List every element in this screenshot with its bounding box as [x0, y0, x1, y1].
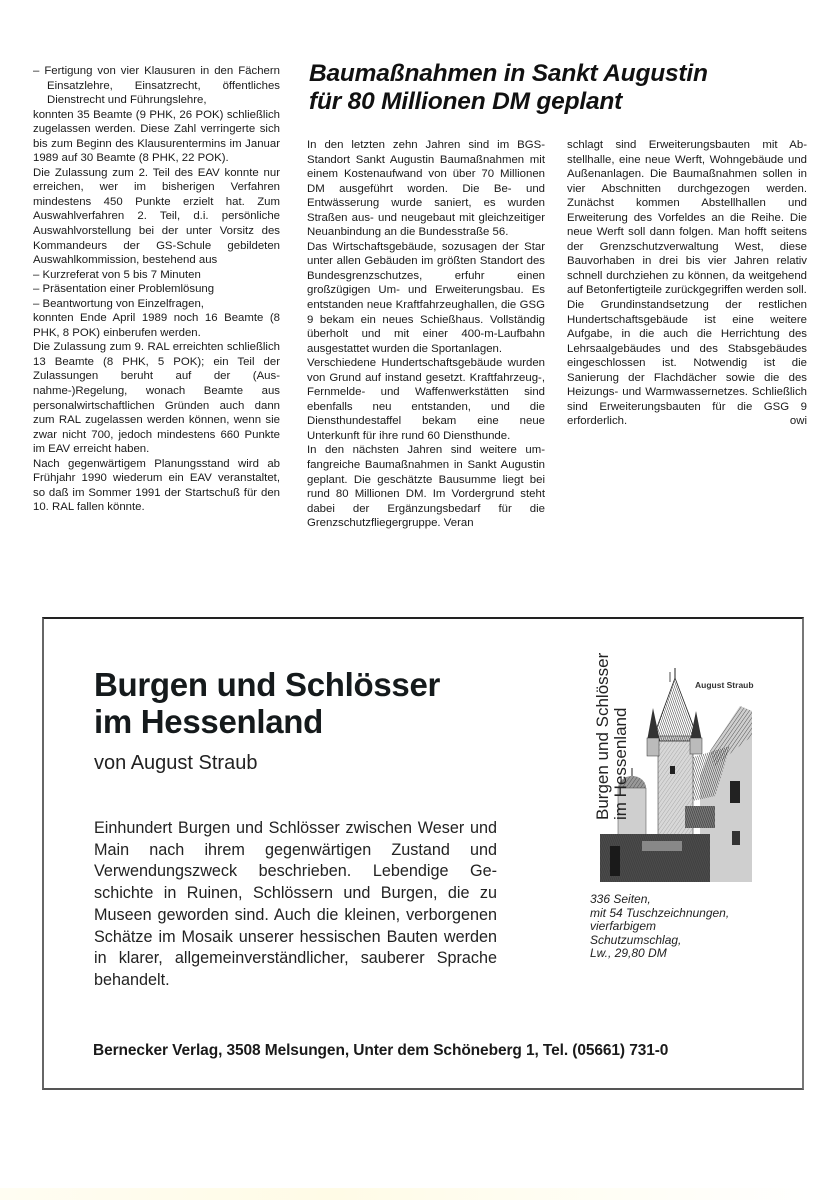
paragraph: Das Wirtschaftsgebäude, sozusagen der Star unter allen Gebäuden im größten Standort des Bundesgrenzschutzes, erfuhr einen großzügigen Um- und Erweiterungsbau. Es entstanden neue Kraftfahrzeughallen, die GSG 9 bekam ein neues Schießhaus. Vollständig überholt und mit einer 400-m-Laufbahn ausgestattet wurden die Sportanlagen. [307, 240, 545, 355]
list-item: – Beantwortung von Einzelfragen, [33, 297, 204, 310]
paragraph: konnten Ende April 1989 noch 16 Beamte (8 PHK, 8 POK) einberufen werden. [33, 312, 280, 339]
paragraph [567, 298, 807, 429]
cover-vertical-title [594, 653, 630, 820]
headline-line-2: für 80 Millionen DM geplant [309, 88, 623, 115]
book-jacket: Schutzumschlag, [590, 932, 682, 947]
cover-title-line-1: Burgen und Schlösser [593, 652, 612, 820]
book-details [590, 893, 729, 961]
book-illustrations: mit 54 Tuschzeichnungen, [590, 905, 730, 920]
book-price: Lw., 29,80 DM [590, 946, 667, 961]
headline-line-1: Baumaßnahmen in Sankt Augustin [309, 60, 708, 87]
page-edge-strip [0, 1188, 837, 1200]
author-signature: owi [789, 415, 807, 428]
book-pages: 336 Seiten, [590, 892, 651, 906]
ad-title-line-1: Burgen und Schlösser [94, 666, 441, 703]
list-item: – Kurzreferat von 5 bis 7 Minuten [33, 268, 201, 281]
cover-title-line-2: im Hessenland [611, 707, 630, 820]
article-column-2 [307, 138, 545, 531]
list-item: – Präsentation einer Problemlösung [33, 283, 215, 296]
paragraph: In den nächsten Jahren sind weitere umfangreiche Baumaßnahmen in Sankt Augustin geplant. Die geschätzte Bausumme liegt bei rund 80 Millionen DM. Im Vordergrund steht dabei der Ergänzungsbedarf für die Grenzschutzfliegergruppe. Veran [307, 444, 545, 530]
ad-book-title [94, 666, 440, 740]
paragraph: Nach gegenwärtigem Planungsstand wird ab Frühjahr 1990 wiederum ein EAV veranstaltet, so daß im Sommer 1991 der Startschuß für den 10. RAL fallen könnte. [33, 457, 280, 514]
ad-book-author: von August Straub [94, 752, 258, 774]
article-column-1 [33, 64, 280, 515]
paragraph: schlagt sind Erweiterungsbauten mit Abstellhalle, eine neue Werft, Wohngebäude und Außenanlagen. Die Baumaßnahmen sollen in vier Abschnitten durchgezogen werden. Zunächst kommen Abstellhallen und Erweiterung des Vorfeldes an die Reihe. Die neue Werft soll dann folgen. Man hofft seitens der Grenzschutzverwaltung West, diese Bauvorhaben in drei bis vier Jahren relativ schnell durchziehen zu können, da weitgehend auf Betonfertigteile zurückgegriffen werden soll. [567, 139, 807, 297]
ad-book-description: Einhundert Burgen und Schlösser zwischen Weser und Main nach ihrem gegenwärtigen Zustand und Verwendungszweck beschrieben. Lebendige Geschichte in Ruinen, Schlössern und Burgen, die zu Museen geworden sind. Auch die kleinen, verborgenen Schätze im Mosaik unserer hessischen Bauten werden in klarer, allgemeinverständlicher, sauberer Sprache behandelt. [94, 819, 497, 989]
cover-author-label: August Straub [695, 680, 754, 690]
paragraph: konnten 35 Beamte (9 PHK, 26 POK) schließlich zugelassen werden. Diese Zahl verringerte sich bis zum Beginn des Klausurentermins im Januar 1989 auf 30 Beamte (8 PHK, 22 POK). [33, 108, 280, 165]
paragraph: In den letzten zehn Jahren sind im BGS-Standort Sankt Augustin Baumaßnahmen mit einem Kostenaufwand von über 70 Millionen DM ausgeführt worden. Die Be- und Entwässerung wurde saniert, es wurden Straßen aus- und neugebaut mit gleichzeitiger Neuanbindung an die Bundesstraße 56. [307, 139, 545, 239]
ad-title-line-2: im Hessenland [94, 703, 324, 740]
paragraph: Die Zulassung zum 9. RAL erreichten schließlich 13 Beamte (8 PHK, 5 POK); ein Teil der Zulassungen beruht auf der (Ausnahme-)Regelung, wonach Beamte aus personalwirtschaftlichen Gründen auch dann zum RAL zugelassen werden können, wenn sie zwar nicht 700, jedoch mindestens 660 Punkte im EAV erreicht haben. [33, 341, 280, 456]
paragraph-text: Die Grundinstandsetzung der restlichen Hundertschaftsgebäude ist eine weitere Aufgabe, in die auch die Herrichtung des Lehrsaalgebäudes und des Stabsgebäudes eingeschlossen ist. Notwendig ist die Sanierung der Flachdächer sowie die des Heizungs- und Warmwassernetzes. Schließlich sind Erweiterungsbauten für die GSG 9 erforderlich. [567, 299, 807, 428]
paragraph: Die Zulassung zum 2. Teil des EAV konnte nur erreichen, wer im bisherigen Verfahren mindestens 450 Punkte erzielt hat. Zum Auswahlverfahren 2. Teil, d.i. persönliche Auswahlvorstellung bei der unter Vorsitz des Kommandeurs der GS-Schule gebildeten Auswahlkommission, bestehend aus [33, 166, 280, 267]
article-headline [309, 60, 819, 116]
paragraph: Verschiedene Hundertschaftsgebäude wurden von Grund auf instand gesetzt. Kraftfahrzeug-, Fernmelde- und Waffenwerkstätten sind ebenfalls neu entstanden, und die Diensthundestaffel bekam eine neue Unterkunft für ihre rund 60 Diensthunde. [307, 357, 545, 442]
book-cover-type: vierfarbigem [590, 919, 657, 934]
publisher-address: Bernecker Verlag, 3508 Melsungen, Unter dem Schöneberg 1, Tel. (05661) 731-0 [93, 1042, 669, 1059]
list-item: – Fertigung von vier Klausuren in den Fächern Einsatzlehre, Einsatzrecht, öffentliches Dienstrecht und Führungslehre, [33, 65, 280, 107]
article-column-3 [567, 138, 807, 429]
